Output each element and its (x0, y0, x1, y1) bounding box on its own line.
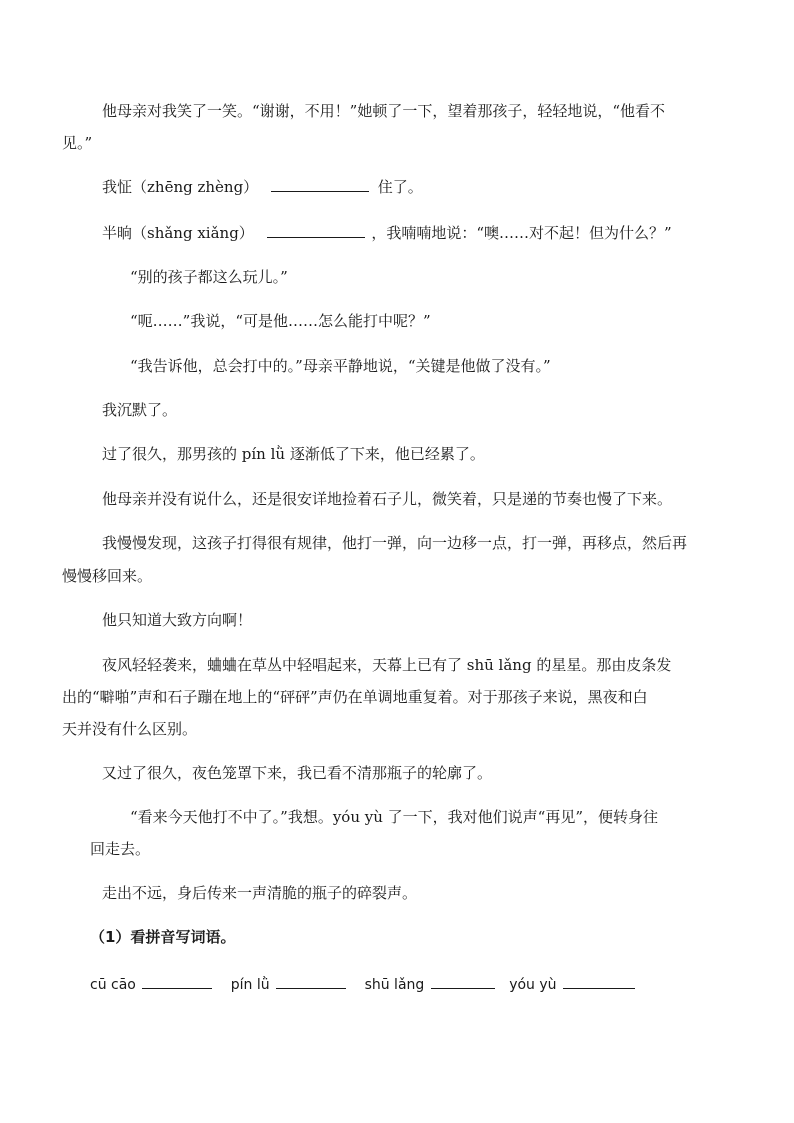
paragraph-10-line-1: 我慢慢发现，这孩子打得很有规律，他打一弹，向一边移一点，打一弹，再移点，然后再 (102, 534, 688, 552)
paragraph-1-line-2: 见。” (62, 134, 93, 152)
paragraph-10-line-2: 慢慢移回来。 (62, 567, 153, 585)
paragraph-1-line-1: 他母亲对我笑了一笑。“谢谢，不用！”她顿了一下，望着那孩子，轻轻地说，“他看不 (102, 102, 666, 120)
paragraph-7: 我沉默了。 (102, 401, 178, 419)
pinyin-label-3: shū lǎng (364, 977, 425, 993)
pinyin-answer-blank-4[interactable] (563, 974, 635, 989)
pinyin-item-4 (509, 974, 635, 996)
paragraph-3 (102, 222, 672, 244)
question-1-title: （1）看拼音写词语。 (90, 928, 236, 946)
pinyin-item-1 (90, 974, 212, 996)
pinyin-item-2 (231, 974, 346, 996)
pinyin-answer-blank-1[interactable] (142, 974, 212, 989)
pinyin-item-3 (365, 974, 495, 996)
paragraph-12-line-1: 夜风轻轻袭来，蛐蛐在草丛中轻唱起来，天幕上已有了 shū lǎng 的星星。那由皮条发 (102, 656, 672, 674)
paragraph-14-line-1: “看来今天他打不中了。”我想。yóu yù 了一下，我对他们说声“再见”，便转身往 (130, 808, 659, 826)
paragraph-3-text-before: 半晌（shǎng xiǎng） (102, 224, 254, 242)
paragraph-15: 走出不远，身后传来一声清脆的瓶子的碎裂声。 (102, 884, 418, 902)
paragraph-11: 他只知道大致方向啊！ (102, 611, 253, 629)
paragraph-2-text-after: 住了。 (377, 178, 423, 196)
paragraph-14-line-2: 回走去。 (90, 840, 151, 858)
pinyin-label-1: cū cāo (90, 977, 136, 993)
pinyin-label-2: pín lǜ (230, 977, 270, 993)
paragraph-5: “呃……”我说，“可是他……怎么能打中呢？” (130, 312, 431, 330)
answer-blank-1[interactable] (271, 177, 369, 192)
paragraph-6: “我告诉他，总会打中的。”母亲平静地说，“关键是他做了没有。” (130, 357, 551, 375)
paragraph-9: 他母亲并没有说什么，还是很安详地捡着石子儿，微笑着，只是递的节奏也慢了下来。 (102, 490, 673, 508)
paragraph-8: 过了很久，那男孩的 pín lǜ 逐渐低了下来，他已经累了。 (102, 445, 485, 463)
paragraph-3-text-after: ，我喃喃地说：“噢……对不起！但为什么？” (371, 224, 672, 242)
pinyin-answer-blank-3[interactable] (431, 974, 495, 989)
pinyin-label-4: yóu yù (509, 977, 557, 993)
pinyin-answer-blank-2[interactable] (276, 974, 346, 989)
paragraph-4: “别的孩子都这么玩儿。” (130, 268, 288, 286)
paragraph-2-text-before: 我怔（zhēng zhèng） (102, 178, 259, 196)
paragraph-2 (102, 176, 423, 198)
paragraph-12-line-2: 出的“噼啪”声和石子蹦在地上的“砰砰”声仍在单调地重复着。对于那孩子来说，黑夜和白 (62, 688, 648, 706)
pinyin-answer-row (90, 974, 635, 996)
answer-blank-2[interactable] (267, 223, 365, 238)
paragraph-13: 又过了很久，夜色笼罩下来，我已看不清那瓶子的轮廓了。 (102, 764, 493, 782)
paragraph-12-line-3: 天并没有什么区别。 (62, 720, 198, 738)
